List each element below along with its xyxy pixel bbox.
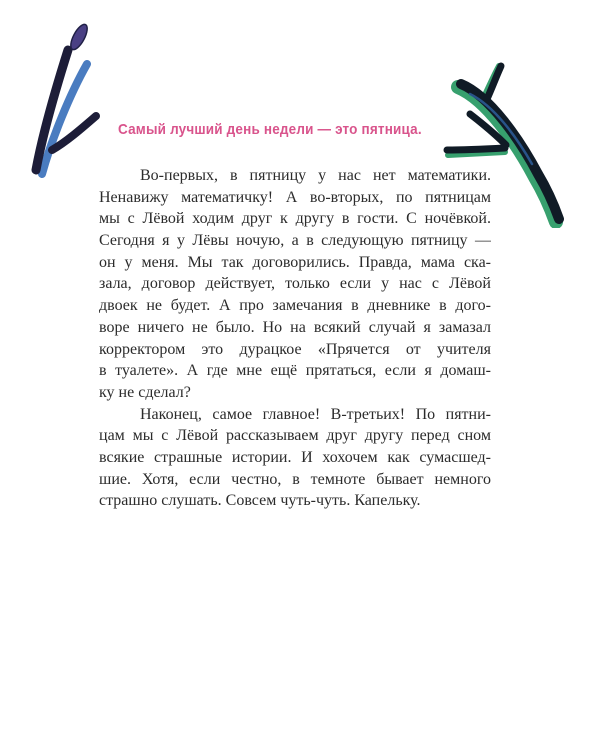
text-line: цам мы с Лёвой рассказываем друг другу перед сном — [99, 427, 491, 445]
text-line: шие. Хотя, если честно, в темноте бывает немного — [99, 470, 491, 488]
chapter-heading: Самый лучший день недели — это пятница. — [118, 121, 422, 138]
text-line: ку не сделал? — [99, 383, 191, 401]
text-line: корректором это дурацкое «Прячется от учителя — [99, 340, 491, 358]
text-line: в туалете». А где мне ещё прятаться, если я домаш- — [99, 362, 491, 380]
text-line: мы с Лёвой ходим друг к другу в гости. С ночёвкой. — [99, 210, 491, 228]
story-text — [99, 165, 491, 512]
left-twig-illustration — [22, 16, 114, 184]
text-line: Наконец, самое главное! В-третьих! По пятни- — [140, 405, 491, 423]
text-line: Сегодня я у Лёвы ночую, а в следующую пятницу — — [99, 232, 491, 250]
text-line: он у меня. Мы так договорились. Правда, мама ска- — [99, 253, 491, 271]
text-line: Ненавижу математичку! А во-вторых, по пятницам — [99, 188, 491, 206]
text-line: воре ничего не было. Но на всякий случай я замазал — [99, 318, 491, 336]
text-line: страшно слушать. Совсем чуть-чуть. Капельку. — [99, 492, 421, 510]
text-line: двоек не будет. А про замечания в дневнике в дого- — [99, 297, 491, 315]
twig-fork-lower-prong — [447, 148, 505, 150]
text-line: Во-первых, в пятницу у нас нет математики. — [140, 167, 491, 184]
text-line: всякие страшные истории. И хохочем как сумасшед- — [99, 448, 491, 466]
purple-leaf — [68, 22, 91, 52]
text-line: зала, договор действует, только если у нас с Лёвой — [99, 275, 491, 293]
